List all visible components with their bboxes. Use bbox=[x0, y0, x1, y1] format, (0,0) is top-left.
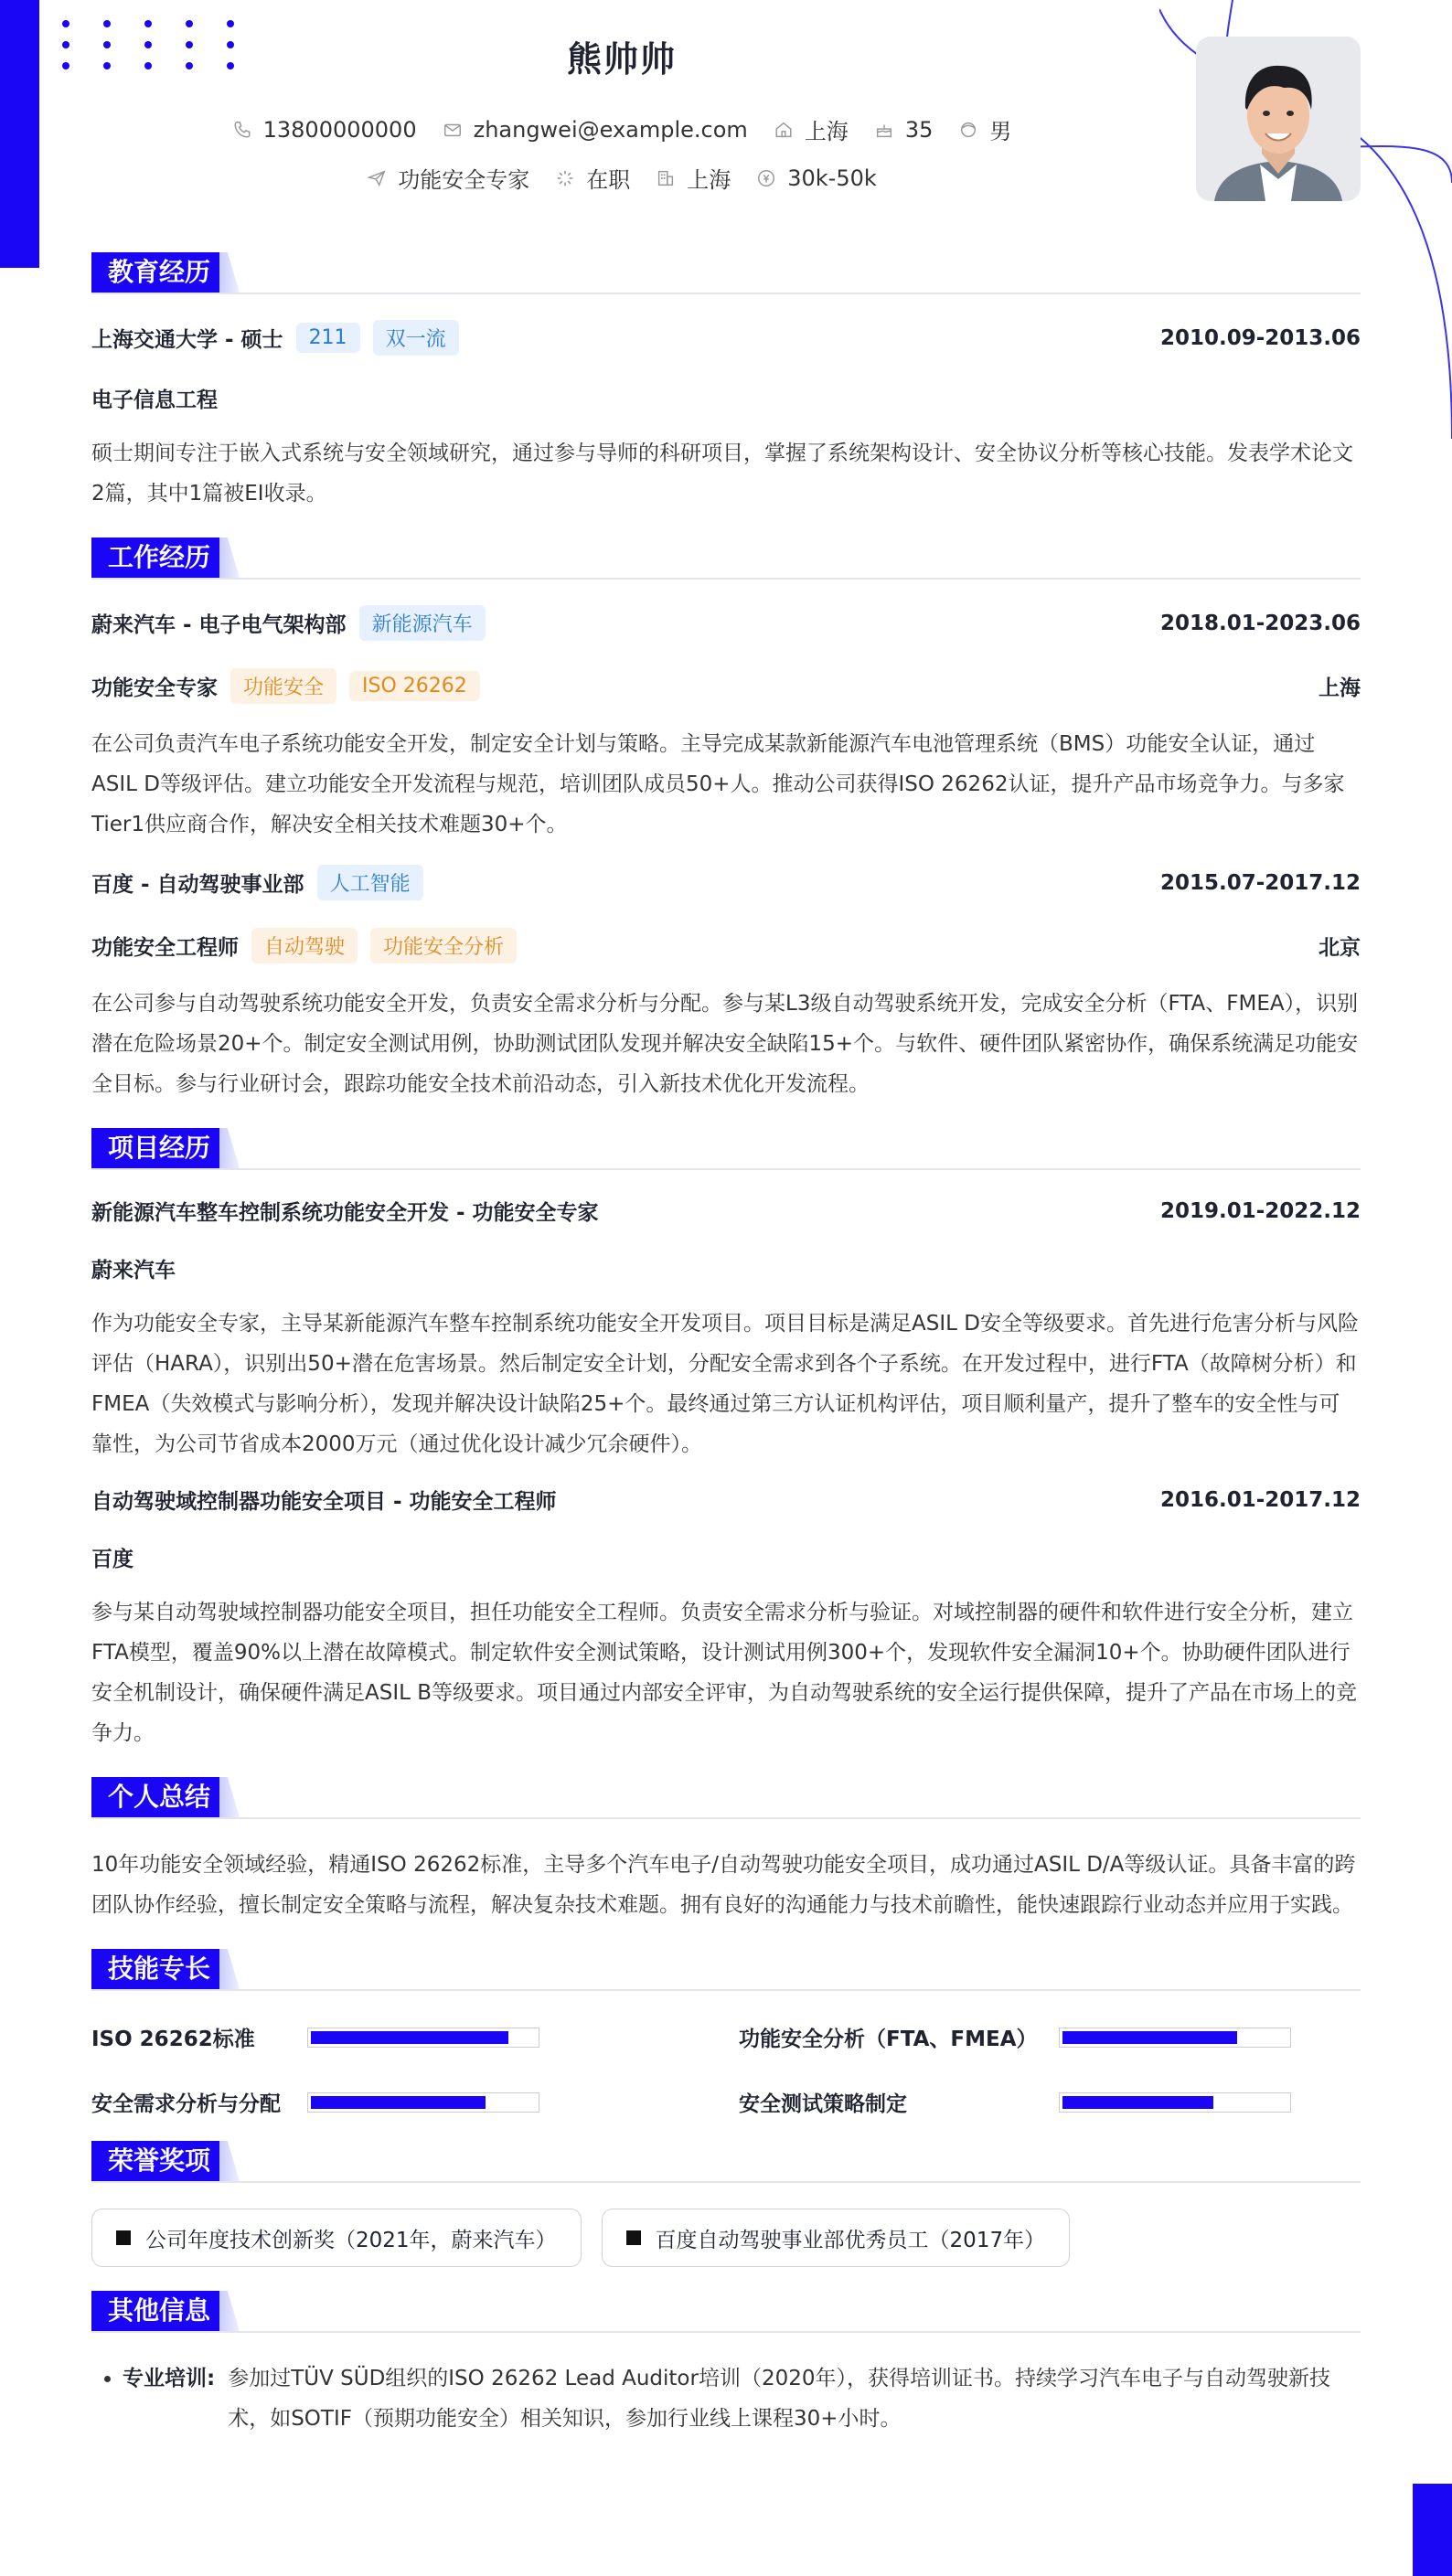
skill-level-fill bbox=[1062, 2031, 1237, 2044]
section-divider bbox=[91, 2181, 1361, 2183]
bullet-square-icon bbox=[626, 2230, 641, 2245]
section-divider bbox=[91, 1817, 1361, 1819]
skill-level-bar bbox=[307, 2028, 539, 2048]
skill-name: 安全需求分析与分配 bbox=[91, 2092, 281, 2116]
section-flag bbox=[219, 252, 240, 293]
contact-row bbox=[0, 113, 1244, 145]
education-entry bbox=[91, 320, 1361, 356]
work-location: 上海 bbox=[1319, 676, 1361, 700]
skill-tag: ISO 26262 bbox=[349, 671, 480, 701]
school-degree: 上海交通大学 - 硕士 bbox=[91, 328, 283, 352]
work-date: 2018.01-2023.06 bbox=[1159, 611, 1361, 635]
city-item bbox=[774, 113, 849, 145]
school-tag: 211 bbox=[296, 323, 360, 353]
phone-item bbox=[232, 117, 417, 143]
cake-icon bbox=[874, 120, 894, 140]
section-title: 荣誉奖项 bbox=[91, 2141, 227, 2181]
skill-item bbox=[739, 2022, 1361, 2052]
project-date: 2019.01-2022.12 bbox=[1159, 1198, 1361, 1223]
school-tag: 双一流 bbox=[373, 320, 459, 356]
skills-section bbox=[91, 1949, 1361, 2117]
salary-item bbox=[756, 165, 877, 191]
honor-item bbox=[602, 2209, 1071, 2267]
section-header bbox=[91, 2291, 1361, 2333]
skill-name: 安全测试策略制定 bbox=[739, 2092, 907, 2116]
skill-level-fill bbox=[311, 2031, 508, 2044]
loading-icon bbox=[555, 168, 575, 188]
candidate-name: 熊帅帅 bbox=[566, 39, 677, 80]
skill-tag: 自动驾驶 bbox=[251, 928, 358, 963]
company-department: 百度 - 自动驾驶事业部 bbox=[91, 873, 304, 897]
skill-level-bar bbox=[1059, 2092, 1291, 2113]
project-org: 蔚来汽车 bbox=[91, 1259, 176, 1283]
project-title: 新能源汽车整车控制系统功能安全开发 - 功能安全专家 bbox=[91, 1201, 599, 1225]
education-date: 2010.09-2013.06 bbox=[1159, 325, 1361, 350]
target-role-value: 功能安全专家 bbox=[398, 167, 530, 193]
skill-tag: 功能安全分析 bbox=[370, 928, 517, 963]
phone-icon bbox=[232, 120, 252, 140]
project-date: 2016.01-2017.12 bbox=[1159, 1487, 1361, 1512]
work-entry bbox=[91, 865, 1361, 1104]
section-divider bbox=[91, 293, 1361, 294]
section-header bbox=[91, 252, 1361, 294]
building-icon bbox=[656, 168, 676, 188]
city-value: 上海 bbox=[804, 119, 849, 144]
status-value: 在职 bbox=[586, 167, 631, 193]
education-major: 电子信息工程 bbox=[91, 389, 218, 412]
section-header bbox=[91, 538, 1361, 580]
project-description: 作为功能安全专家，主导某新能源汽车整车控制系统功能安全开发项目。项目目标是满足ASIL D安全等级要求。首先进行危害分析与风险评估（HARA），识别出50+潜在危害场景。然后制定安全计划，分配安全需求到各个子系统。在开发过程中，进行FTA（故障树分析）和FMEA（失效模式与影响分析），发现并解决设计缺陷25+个。最终通过第三方认证机构评估，项目顺利量产，提升了整车的安全性与可靠性，为公司节省成本2000万元（通过优化设计减少冗余硬件）。 bbox=[91, 1312, 1359, 1456]
work-date: 2015.07-2017.12 bbox=[1159, 870, 1361, 895]
section-title: 技能专长 bbox=[91, 1949, 227, 1989]
work-entry bbox=[91, 605, 1361, 845]
skill-item bbox=[91, 2087, 739, 2117]
section-divider bbox=[91, 2331, 1361, 2333]
target-role-item bbox=[367, 162, 529, 194]
skills-grid bbox=[91, 2017, 1361, 2117]
other-info-label: • 专业培训: bbox=[123, 2367, 216, 2390]
section-flag bbox=[219, 1777, 240, 1817]
project-entry bbox=[91, 1485, 1361, 1753]
section-flag bbox=[219, 1949, 240, 1989]
industry-tag: 人工智能 bbox=[317, 865, 423, 900]
job-role: 功能安全专家 bbox=[91, 676, 218, 700]
projects-section bbox=[91, 1128, 1361, 1753]
section-header bbox=[91, 1777, 1361, 1819]
decorative-bar-right bbox=[1413, 2484, 1452, 2576]
company-department: 蔚来汽车 - 电子电气架构部 bbox=[91, 613, 347, 637]
bullet-square-icon bbox=[116, 2230, 131, 2245]
section-title: 工作经历 bbox=[91, 538, 227, 578]
home-icon bbox=[774, 120, 794, 140]
skill-level-bar bbox=[307, 2092, 539, 2113]
skill-level-fill bbox=[1062, 2096, 1213, 2109]
project-org: 百度 bbox=[91, 1548, 133, 1571]
section-title: 个人总结 bbox=[91, 1777, 227, 1817]
summary-text: 10年功能安全领域经验，精通ISO 26262标准，主导多个汽车电子/自动驾驶功能安全项目，成功通过ASIL D/A等级认证。具备丰富的跨团队协作经验，擅长制定安全策略与流程，解决复杂技术难题。拥有良好的沟通能力与技术前瞻性，能快速跟踪行业动态并应用于实践。 bbox=[91, 1853, 1356, 1917]
skill-level-bar bbox=[1059, 2028, 1291, 2048]
gender-value: 男 bbox=[989, 119, 1012, 144]
honor-text: 公司年度技术创新奖（2021年，蔚来汽车） bbox=[145, 2228, 557, 2252]
work-location: 北京 bbox=[1319, 936, 1361, 960]
profile-photo bbox=[1196, 37, 1361, 201]
status-item bbox=[555, 162, 630, 194]
skill-item bbox=[91, 2022, 739, 2052]
section-title: 项目经历 bbox=[91, 1128, 227, 1168]
phone-value: 13800000000 bbox=[262, 116, 417, 143]
section-flag bbox=[219, 538, 240, 578]
project-title: 自动驾驶域控制器功能安全项目 - 功能安全工程师 bbox=[91, 1490, 557, 1514]
honors-list bbox=[91, 2209, 1361, 2267]
skill-name: ISO 26262标准 bbox=[91, 2028, 255, 2051]
email-item bbox=[443, 117, 748, 143]
person-icon bbox=[958, 120, 978, 140]
age-item bbox=[874, 117, 934, 143]
skill-item bbox=[739, 2087, 1361, 2117]
salary-value: 30k-50k bbox=[787, 165, 877, 191]
industry-tag: 新能源汽车 bbox=[359, 605, 486, 641]
gender-item bbox=[958, 113, 1011, 145]
age-value: 35 bbox=[904, 116, 934, 143]
target-city-value: 上海 bbox=[687, 167, 731, 193]
job-role: 功能安全工程师 bbox=[91, 936, 239, 960]
project-description: 参与某自动驾驶域控制器功能安全项目，担任功能安全工程师。负责安全需求分析与验证。对域控制器的硬件和软件进行安全分析，建立FTA模型，覆盖90%以上潜在故障模式。制定软件安全测试策略，设计测试用例300+个，发现软件安全漏洞10+个。协助硬件团队进行安全机制设计，确保硬件满足ASIL B等级要求。项目通过内部安全评审，为自动驾驶系统的安全运行提供保障，提升了产品在市场上的竞争力。 bbox=[91, 1601, 1358, 1745]
money-icon bbox=[756, 168, 776, 188]
section-flag bbox=[219, 1128, 240, 1168]
project-entry bbox=[91, 1196, 1361, 1464]
section-header bbox=[91, 2141, 1361, 2183]
section-header bbox=[91, 1949, 1361, 1991]
work-section bbox=[91, 538, 1361, 1104]
section-divider bbox=[91, 1989, 1361, 1991]
email-value: zhangwei@example.com bbox=[473, 116, 748, 143]
skill-level-fill bbox=[311, 2096, 486, 2109]
skill-tag: 功能安全 bbox=[230, 668, 336, 704]
education-description: 硕士期间专注于嵌入式系统与安全领域研究，通过参与导师的科研项目，掌握了系统架构设计、安全协议分析等核心技能。发表学术论文2篇，其中1篇被EI收录。 bbox=[91, 442, 1353, 506]
send-icon bbox=[367, 168, 387, 188]
education-section bbox=[91, 252, 1361, 514]
section-title: 教育经历 bbox=[91, 252, 227, 293]
section-header bbox=[91, 1128, 1361, 1170]
mail-icon bbox=[443, 120, 463, 140]
honor-item bbox=[91, 2209, 582, 2267]
section-title: 其他信息 bbox=[91, 2291, 227, 2331]
profile-header bbox=[0, 0, 1452, 238]
other-section bbox=[91, 2291, 1361, 2439]
honors-section bbox=[91, 2141, 1361, 2267]
resume-content bbox=[91, 252, 1361, 2463]
skill-name: 功能安全分析（FTA、FMEA） bbox=[739, 2028, 1038, 2051]
section-divider bbox=[91, 1168, 1361, 1170]
section-flag bbox=[219, 2141, 240, 2181]
other-info-text: 参加过TÜV SÜD组织的ISO 26262 Lead Auditor培训（2020年），获得培训证书。持续学习汽车电子与自动驾驶新技术，如SOTIF（预期功能安全）相关知识，参加行业线上课程30+小时。 bbox=[228, 2367, 1330, 2431]
other-info-item bbox=[123, 2358, 1361, 2439]
work-description: 在公司参与自动驾驶系统功能安全开发，负责安全需求分析与分配。参与某L3级自动驾驶系统开发，完成安全分析（FTA、FMEA），识别潜在危险场景20+个。制定安全测试用例，协助测试团队发现并解决安全缺陷15+个。与软件、硬件团队紧密协作，确保系统满足功能安全目标。参与行业研讨会，跟踪功能安全技术前沿动态，引入新技术优化开发流程。 bbox=[91, 992, 1359, 1096]
honor-text: 百度自动驾驶事业部优秀员工（2017年） bbox=[655, 2228, 1046, 2252]
work-description: 在公司负责汽车电子系统功能安全开发，制定安全计划与策略。主导完成某款新能源汽车电池管理系统（BMS）功能安全认证，通过ASIL D等级评估。建立功能安全开发流程与规范，培训团队成员50+人。推动公司获得ISO 26262认证，提升产品市场竞争力。与多家Tier1供应商合作，解决安全相关技术难题30+个。 bbox=[91, 732, 1345, 836]
summary-section bbox=[91, 1777, 1361, 1925]
target-city-item bbox=[656, 162, 731, 194]
section-flag bbox=[219, 2291, 240, 2331]
section-divider bbox=[91, 578, 1361, 580]
job-intent-row bbox=[0, 162, 1244, 194]
other-info-list bbox=[91, 2358, 1361, 2439]
